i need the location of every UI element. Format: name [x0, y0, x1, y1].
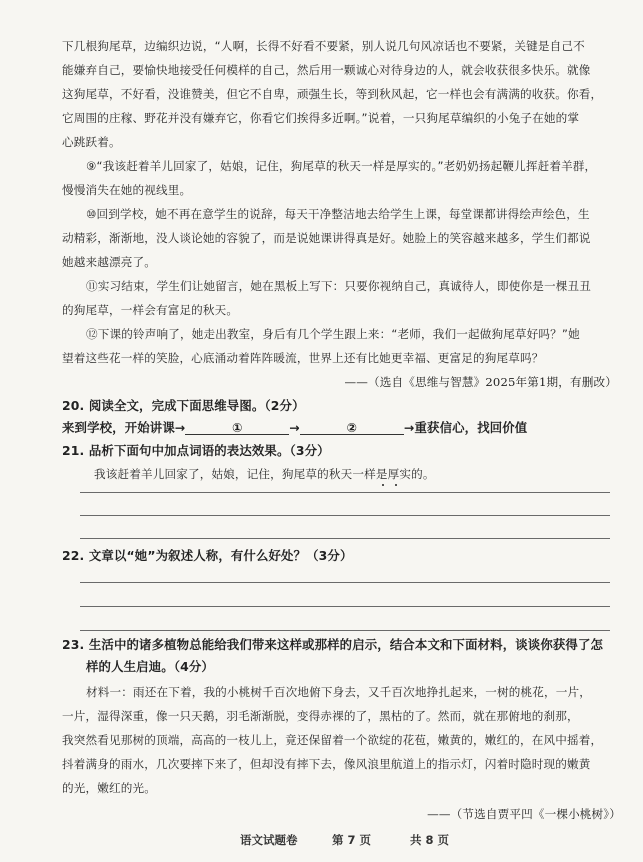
blank-1-label: ①: [232, 420, 243, 435]
footer-label: 语文试题卷: [240, 833, 298, 847]
footer-total-pages: 共 8 页: [410, 833, 450, 847]
question-23-stem: 23. 生活中的诸多植物总能给我们带来这样或那样的启示，结合本文和下面材料，谈谈你获得了怎: [62, 637, 604, 652]
flow-start: 来到学校，开始讲课→: [62, 420, 186, 435]
answer-line[interactable]: [80, 606, 610, 607]
passage-line: 慢慢消失在她的视线里。: [62, 183, 192, 197]
answer-blank-2[interactable]: [300, 420, 404, 435]
answer-line[interactable]: [80, 630, 610, 631]
answer-blank-1[interactable]: [185, 420, 289, 435]
material-line: 的光，嫩红的光。: [62, 781, 156, 795]
passage-line: 的狗尾草，一样会有富足的秋天。: [62, 303, 239, 317]
material-line: 抖着满身的雨水，几次要摔下来了，但却没有摔下去，像风浪里航道上的指示灯，闪着时隐时现的嫩黄: [62, 757, 591, 771]
footer-page-number: 第 7 页: [332, 833, 372, 847]
passage-line: 望着这些花一样的笑脸，心底涌动着阵阵暖流，世界上还有比她更幸福、更富足的狗尾草吗？: [62, 351, 544, 365]
material-source: ——（节选自贾平凹《一棵小桃树》）: [427, 807, 621, 821]
passage-line: 这狗尾草，不好看，没谁赞美，但它不自卑，顽强生长，等到秋风起，它一样也会有满满的收获。你看，: [62, 87, 603, 101]
passage-line: ⑨“我该赶着羊儿回家了，姑娘，记住，狗尾草的秋天一样是厚实的。”老奶奶扬起鞭儿挥赶着羊群，: [86, 159, 597, 173]
question-20-stem: 20. 阅读全文，完成下面思维导图。（2分）: [62, 398, 305, 413]
blank-2-label: ②: [346, 420, 358, 435]
answer-line[interactable]: [80, 515, 610, 516]
passage-line: ⑫下课的铃声响了，她走出教室，身后有几个学生跟上来：“老师，我们一起做狗尾草好吗？”她: [86, 327, 580, 341]
material-line: 我突然看见那树的顶端，高高的一枝儿上，竟还保留着一个欲绽的花苞，嫩黄的，嫩红的，在风中摇着，: [62, 733, 603, 747]
question-23-stem: 样的人生启迪。（4分）: [86, 659, 214, 674]
question-22-stem: 22. 文章以“她”为叙述人称，有什么好处？（3分）: [62, 548, 353, 563]
passage-line: 它周围的庄稼、野花并没有嫌弃它，你看它们挨得多近啊。”说着，一只狗尾草编织的小兔子在她的掌: [62, 111, 580, 125]
emphasis-dot: [395, 484, 397, 486]
answer-line[interactable]: [80, 582, 610, 583]
passage-line: 能嫌弃自己，要愉快地接受任何模样的自己，然后用一颗诚心对待身边的人，就会收获很多快乐。就像: [62, 63, 591, 77]
passage-line: 动精彩，渐渐地，没人谈论她的容貌了，而是说她课讲得真是好。她脸上的笑容越来越多，学生们都说: [62, 231, 591, 245]
passage-source: ——（选自《思维与智慧》2025年第1期，有删改）: [344, 375, 617, 389]
material-line: 材料一：雨还在下着，我的小桃树千百次地俯下身去，又千百次地挣扎起来，一树的桃花，一片，: [86, 685, 591, 699]
passage-line: 下几根狗尾草，边编织边说，“人啊，长得不好看不要紧，别人说几句风凉话也不要紧，关键是自己不: [62, 39, 585, 53]
answer-line[interactable]: [80, 538, 610, 539]
question-21-stem: 21. 品析下面句中加点词语的表达效果。（3分）: [62, 443, 330, 458]
answer-line[interactable]: [80, 492, 610, 493]
passage-line: 心跳跃着。: [62, 135, 121, 149]
passage-line: ⑩回到学校，她不再在意学生的说辞，每天干净整洁地去给学生上课，每堂课都讲得绘声绘色，生: [86, 207, 590, 221]
passage-line: ⑪实习结束，学生们让她留言，她在黑板上写下：只要你视纳自己，真诚待人，即使你是一棵丑丑: [86, 279, 591, 293]
flow-arrow: →: [289, 420, 300, 435]
question-20-flow: [62, 420, 527, 436]
question-21-sentence: 我该赶着羊儿回家了，姑娘，记住，狗尾草的秋天一样是厚实的。: [94, 467, 435, 481]
flow-end: →重获信心，找回价值: [403, 420, 528, 435]
material-line: 一片，湿得深重，像一只天鹅，羽毛渐渐脱，变得赤裸的了，黑枯的了。然而，就在那俯地的刹那，: [62, 709, 579, 723]
passage-line: 她越来越漂亮了。: [62, 255, 156, 269]
emphasis-dot: [382, 484, 384, 486]
